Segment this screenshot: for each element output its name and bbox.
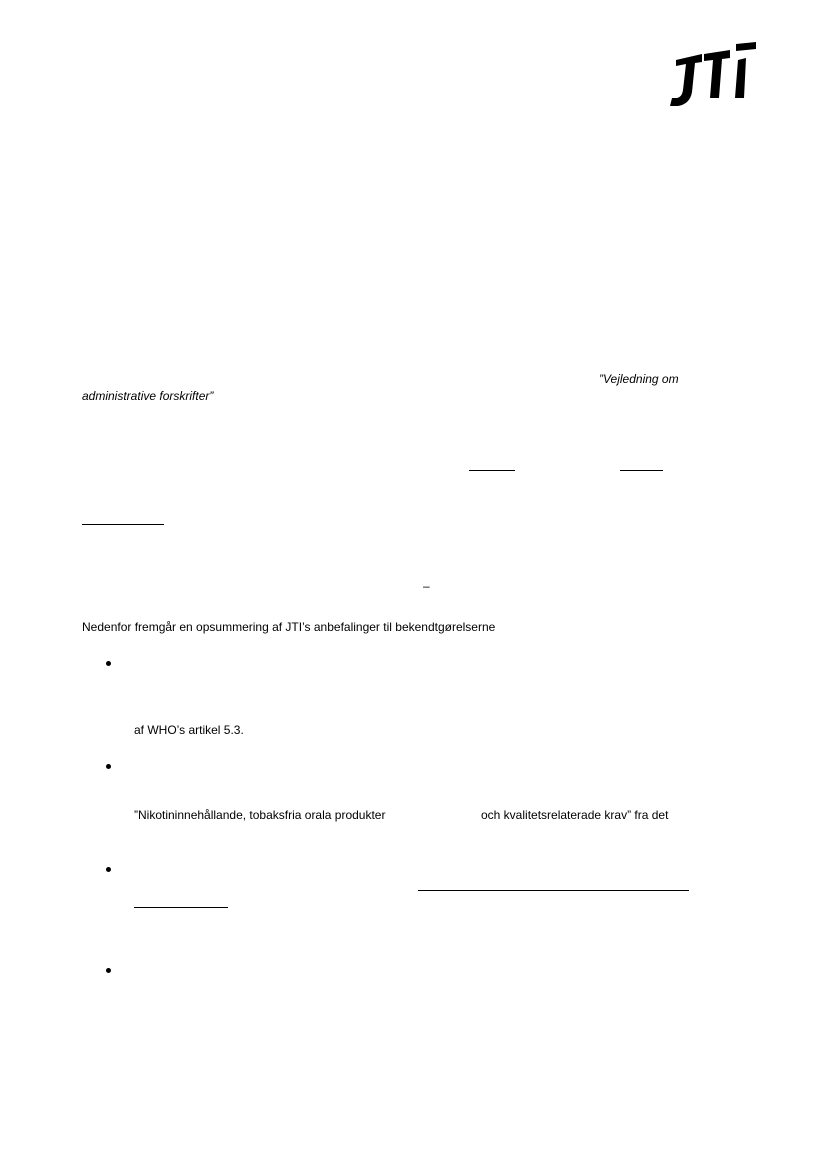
dash-mark: – <box>423 579 430 593</box>
underline-mark <box>82 524 164 525</box>
underline-mark <box>134 907 228 908</box>
list-item-text: och kvalitetsrelaterade krav” fra det <box>481 808 669 822</box>
bullet-icon <box>106 661 111 666</box>
guideline-title-part2: administrative forskrifter” <box>82 389 214 403</box>
jti-logo <box>664 40 760 110</box>
bullet-icon <box>106 867 111 872</box>
list-item-text: af WHO’s artikel 5.3. <box>134 723 244 737</box>
underline-mark <box>418 890 689 891</box>
bullet-icon <box>106 764 111 769</box>
underline-mark <box>469 470 515 471</box>
underline-mark <box>620 470 663 471</box>
guideline-title-part1: ”Vejledning om <box>599 372 679 386</box>
list-item-text: ”Nikotininnehållande, tobaksfria orala produkter <box>134 808 386 822</box>
bullet-icon <box>106 968 111 973</box>
summary-intro: Nedenfor fremgår en opsummering af JTI’s anbefalinger til bekendtgørelserne <box>82 620 496 634</box>
